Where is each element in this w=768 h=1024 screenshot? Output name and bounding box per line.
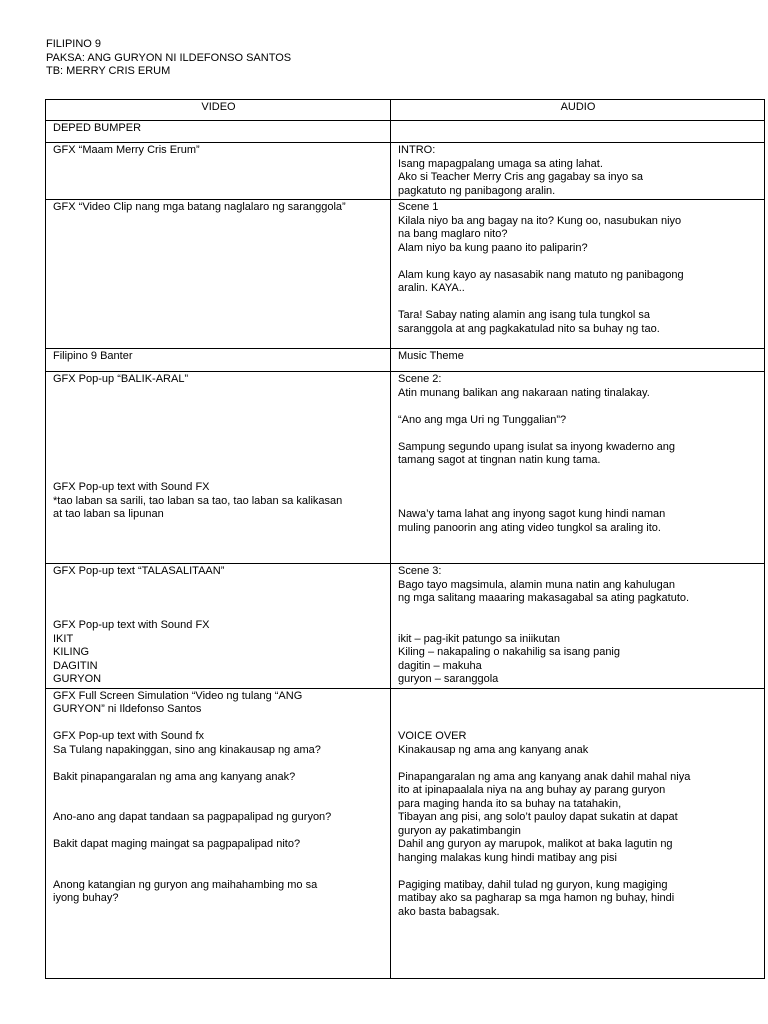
audio-cell [391,688,765,978]
blank-line [398,690,758,704]
table-row [46,688,765,978]
text-line: iyong buhay? [53,892,119,904]
text-line: Nawa’y tama lahat ang inyong sagot kung hindi naman [398,508,666,520]
text-line: ito at ipinapaalala niya na ang buhay ay parang guryon [398,784,666,796]
video-column-header: VIDEO [46,100,391,121]
text-line: GFX Pop-up text “TALASALITAAN” [53,565,225,577]
text-line: Tara! Sabay nating alamin ang isang tula tungkol sa [398,309,650,321]
table-header-row [46,100,765,121]
blank-line [53,387,384,401]
text-line: ikit – pag-ikit patungo sa iniikutan [398,632,561,645]
text-line: Pagiging matibay, dahil tulad ng guryon, kung magiging [398,878,668,891]
text-line: aralin. KAYA.. [398,282,465,294]
blank-line [398,495,758,509]
table-row [46,564,765,689]
text-line: dagitin – makuha [398,659,482,672]
script-table [45,99,765,979]
text-line: Tibayan ang pisi, ang solo’t pauloy dapat sukatin at dapat [398,811,678,823]
text-line: na bang maglaro nito? [398,228,508,240]
text-line: Bakit dapat maging maingat sa pagpapalipad nito? [53,838,301,850]
text-line: Kiling – nakapaling o nakahilig sa isang panig [398,646,620,658]
audio-cell [391,121,765,143]
text-line: tamang sagot at tingnan natin kung tama. [398,454,601,466]
text-line: guryon – saranggola [398,673,499,685]
video-cell [46,564,391,689]
text-line: Scene 1 [398,201,439,213]
video-cell: Filipino 9 Banter [46,349,391,372]
text-line: Kilala niyo ba ang bagay na ito? Kung oo, nasubukan niyo [398,214,682,227]
audio-cell [391,564,765,689]
text-line: Anong katangian ng guryon ang maihahambing mo sa [53,878,318,891]
text-line: pagkatuto ng panibagong aralin. [398,184,556,197]
text-line: at tao laban sa lipunan [53,508,164,520]
blank-line [398,255,758,269]
text-line: KILING [53,646,90,658]
text-line: muling panoorin ang ating video tungkol sa araling ito. [398,521,661,534]
video-cell [46,688,391,978]
text-line: Bakit pinapangaralan ng ama ang kanyang anak? [53,770,296,783]
text-line: Scene 3: [398,565,442,577]
blank-line [53,852,384,866]
document-header [46,38,291,79]
text-line: ng mga salitang maaaring makasagabal sa ating pagkatuto. [398,592,690,604]
text-line: Dahil ang guryon ay marupok, malikot at baka lagutin ng [398,838,673,850]
text-line: GFX Full Screen Simulation “Video ng tulang “ANG [53,689,303,702]
blank-line [53,441,384,455]
table-row [46,200,765,349]
blank-line [53,825,384,839]
blank-line [398,400,758,414]
audio-cell [391,200,765,349]
text-line: Alam kung kayo ay nasasabik nang matuto ng panibagong [398,268,684,281]
text-line: matibay ako sa pagharap sa mga hamon ng buhay, hindi [398,892,675,904]
blank-line [398,703,758,717]
blank-line [398,427,758,441]
video-cell: GFX “Maam Merry Cris Erum” [46,143,391,200]
text-line: Isang mapagpalang umaga sa ating lahat. [398,157,603,170]
text-line: Pinapangaralan ng ama ang kanyang anak dahil mahal niya [398,770,691,783]
blank-line [398,296,758,310]
text-line: INTRO: [398,144,436,156]
blank-line [53,606,384,620]
text-line: guryon ay pakatimbangin [398,824,521,837]
text-line: Bago tayo magsimula, alamin muna natin ang kahulugan [398,578,676,591]
text-line: GFX Pop-up “BALIK-ARAL” [53,373,189,385]
text-line: “Ano ang mga Uri ng Tunggalian”? [398,413,567,426]
text-line: Sa Tulang napakinggan, sino ang kinakausap ng ama? [53,743,321,756]
blank-line [398,468,758,482]
text-line: para maging handa ito sa buhay na tatahakin, [398,797,622,810]
teacher-line: TB: MERRY CRIS ERUM [46,65,171,77]
text-line: Sampung segundo upang isulat sa inyong kwaderno ang [398,440,676,453]
text-line: GURYON” ni Ildefonso Santos [53,703,202,715]
blank-line [53,592,384,606]
blank-line [398,619,758,633]
blank-line [53,468,384,482]
text-line: *tao laban sa sarili, tao laban sa tao, tao laban sa kalikasan [53,494,343,507]
blank-line [53,400,384,414]
audio-cell: Music Theme [391,349,765,372]
video-cell: DEPED BUMPER [46,121,391,143]
text-line: VOICE OVER [398,730,467,742]
blank-line [398,717,758,731]
text-line: GFX Pop-up text with Sound FX [53,481,210,493]
text-line: GFX Pop-up text with Sound fx [53,730,205,742]
text-line: Scene 2: [398,373,442,385]
blank-line [53,579,384,593]
table-row [46,121,765,143]
text-line: IKIT [53,632,74,645]
subject-line: FILIPINO 9 [46,38,102,50]
blank-line [53,784,384,798]
blank-line [53,414,384,428]
blank-line [398,606,758,620]
table-row [46,372,765,564]
text-line: ako basta babagsak. [398,905,500,918]
text-line: GURYON [53,673,102,685]
text-line: Ako si Teacher Merry Cris ang gagabay sa inyo sa [398,171,643,183]
text-line: DAGITIN [53,659,98,672]
blank-line [53,427,384,441]
text-line: saranggola at ang pagkakatulad nito sa buhay ng tao. [398,322,660,335]
blank-line [398,481,758,495]
audio-cell [391,143,765,200]
video-cell: GFX “Video Clip nang mga batang naglalaro ng saranggola” [46,200,391,349]
blank-line [398,757,758,771]
table-row [46,143,765,200]
text-line: hanging malakas kung hindi matibay ang pisi [398,851,617,864]
text-line: Ano-ano ang dapat tandaan sa pagpapalipad ng guryon? [53,811,332,823]
text-line: GFX Pop-up text with Sound FX [53,619,210,631]
topic-line: PAKSA: ANG GURYON NI ILDEFONSO SANTOS [46,51,292,64]
blank-line [53,454,384,468]
blank-line [398,865,758,879]
blank-line [53,757,384,771]
text-line: Kinakausap ng ama ang kanyang anak [398,743,589,756]
blank-line [53,798,384,812]
text-line: Atin munang balikan ang nakaraan nating tinalakay. [398,386,650,399]
table-row [46,349,765,372]
blank-line [53,717,384,731]
video-cell [46,372,391,564]
text-line: Alam niyo ba kung paano ito paliparin? [398,241,588,254]
blank-line [53,865,384,879]
audio-column-header: AUDIO [391,100,765,121]
audio-cell [391,372,765,564]
